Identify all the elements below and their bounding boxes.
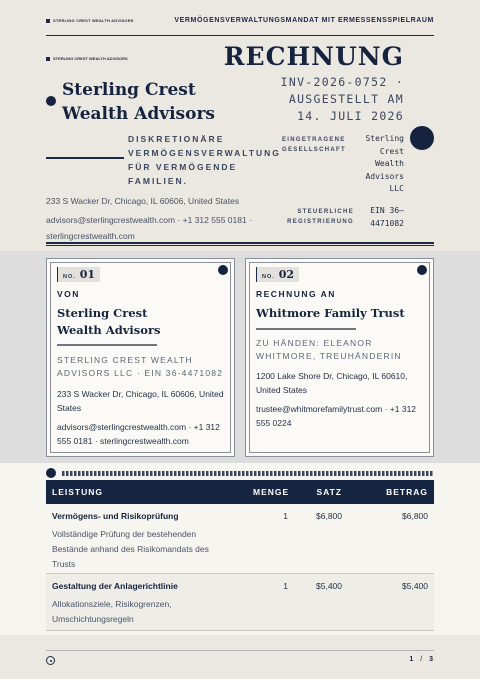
decorative-stripe	[62, 471, 434, 476]
topbar-firm	[46, 18, 134, 23]
col-qty: MENGE	[253, 487, 290, 497]
tag-number: 02	[278, 268, 295, 281]
page-total: 3	[429, 656, 434, 663]
invoice-issued-label: AUSGESTELLT AM	[288, 92, 404, 106]
col-rate: SATZ	[316, 487, 342, 497]
issuer-description: DISKRETIONÄRE VERMÖGENSVERWALTUNG FÜR VERMÖGENDE FAMILIEN.	[128, 134, 281, 186]
issuer-small-text: STERLING CREST WEALTH ADVISORS	[53, 56, 128, 61]
issuer-name-line1: Sterling Crest	[62, 80, 196, 100]
tag-no: NO.	[63, 274, 76, 280]
tax-value	[354, 205, 404, 230]
tax-label-1: STEUERLICHE	[297, 209, 354, 215]
issuer-name	[62, 78, 215, 126]
divider	[57, 344, 157, 346]
square-icon	[46, 57, 50, 61]
tax-value-2: 4471082	[370, 218, 404, 228]
registered-value-3: Wealth	[375, 159, 404, 168]
from-name-line2: Wealth Advisors	[57, 323, 161, 337]
dot-icon	[410, 126, 434, 150]
to-card	[245, 258, 434, 457]
row-amount: $5,400	[402, 581, 428, 591]
tax-value-1: EIN 36–	[370, 206, 404, 215]
divider	[256, 328, 356, 330]
issuer-small-label	[46, 56, 128, 61]
row-description: Allokationsziele, Risikogrenzen, Umschichtungsregeln	[52, 599, 172, 624]
tag-number: 01	[79, 268, 96, 281]
registered-label-2: GESELLSCHAFT	[282, 147, 346, 153]
target-icon	[46, 656, 55, 665]
invoice-title: RECHNUNG	[223, 42, 404, 71]
dot-icon	[417, 265, 427, 275]
registered-label	[282, 135, 346, 155]
row-item: Gestaltung der Anlagerichtlinie	[52, 581, 178, 591]
row-qty: 1	[283, 581, 288, 591]
to-attention: ZU HÄNDEN: ELEANOR WHITMORE, TREUHÄNDERIN	[256, 338, 402, 361]
row-description: Vollständige Prüfung der bestehenden Bestände anhand des Risikomandats des Trusts	[52, 529, 209, 569]
page-separator: /	[420, 656, 424, 663]
issuer-contact: advisors@sterlingcrestwealth.com · +1 312 555 0181 · sterlingcrestwealth.com	[46, 215, 252, 241]
row-item: Vermögens- und Risikoprüfung	[52, 511, 179, 521]
topbar-mandate: VERMÖGENSVERWALTUNGSMANDAT MIT ERMESSENSSPIELRAUM	[174, 17, 434, 24]
card-number-tag	[57, 267, 100, 282]
invoice-number: INV-2026-0752 ·	[280, 75, 404, 89]
invoice-issued-date: 14. JULI 2026	[297, 109, 404, 123]
top-bar	[46, 14, 434, 36]
tag-no: NO.	[262, 274, 275, 280]
table-row	[46, 574, 434, 630]
row-rate: $6,800	[316, 511, 342, 521]
divider	[46, 630, 434, 631]
col-service: LEISTUNG	[52, 487, 103, 497]
tax-label	[282, 207, 354, 227]
registered-value-2: Crest	[379, 146, 404, 156]
col-amount: BETRAG	[386, 487, 428, 497]
dot-icon	[218, 265, 228, 275]
issuer-address-block	[46, 193, 261, 244]
divider	[46, 245, 434, 246]
to-name: Whitmore Family Trust	[256, 306, 405, 320]
to-address: 1200 Lake Shore Dr, Chicago, IL 60610, United States	[256, 371, 408, 395]
table-header	[46, 480, 434, 504]
footer-rule	[46, 650, 434, 651]
square-icon	[46, 19, 50, 23]
topbar-firm-label: STERLING CREST WEALTH ADVISORS	[53, 18, 134, 23]
page-indicator	[409, 656, 434, 663]
registered-value-1: Sterling	[365, 134, 404, 143]
divider	[46, 157, 124, 159]
footer-band	[0, 635, 480, 679]
issuer-name-line2: Wealth Advisors	[62, 104, 215, 124]
to-label: RECHNUNG AN	[256, 289, 336, 299]
registered-value-4: Advisors	[365, 171, 404, 181]
tax-label-2: REGISTRIERUNG	[287, 219, 354, 225]
invoice-meta	[281, 74, 404, 125]
from-contact: advisors@sterlingcrestwealth.com · +1 312 555 0181 · sterlingcrestwealth.com	[57, 422, 220, 446]
registered-value	[346, 133, 404, 196]
from-name	[57, 305, 160, 339]
row-qty: 1	[283, 511, 288, 521]
divider	[46, 242, 434, 244]
from-address: 233 S Wacker Dr, Chicago, IL 60606, United States	[57, 389, 224, 413]
from-label: VON	[57, 289, 80, 299]
row-rate: $5,400	[316, 581, 342, 591]
registered-value-5: LLC	[389, 184, 404, 193]
card-number-tag	[256, 267, 299, 282]
from-card	[46, 258, 235, 457]
row-amount: $6,800	[402, 511, 428, 521]
from-name-line1: Sterling Crest	[57, 306, 148, 320]
table-row	[46, 504, 434, 573]
page-current: 1	[409, 656, 415, 663]
dot-icon	[46, 468, 56, 478]
registered-label-1: EINGETRAGENE	[282, 137, 346, 143]
dot-icon	[46, 96, 56, 106]
to-contact: trustee@whitmorefamilytrust.com · +1 312 555 0224	[256, 404, 417, 428]
from-legal-name: STERLING CREST WEALTH ADVISORS LLC · EIN 36-4471082	[57, 355, 224, 378]
issuer-address: 233 S Wacker Dr, Chicago, IL 60606, United States	[46, 196, 240, 206]
